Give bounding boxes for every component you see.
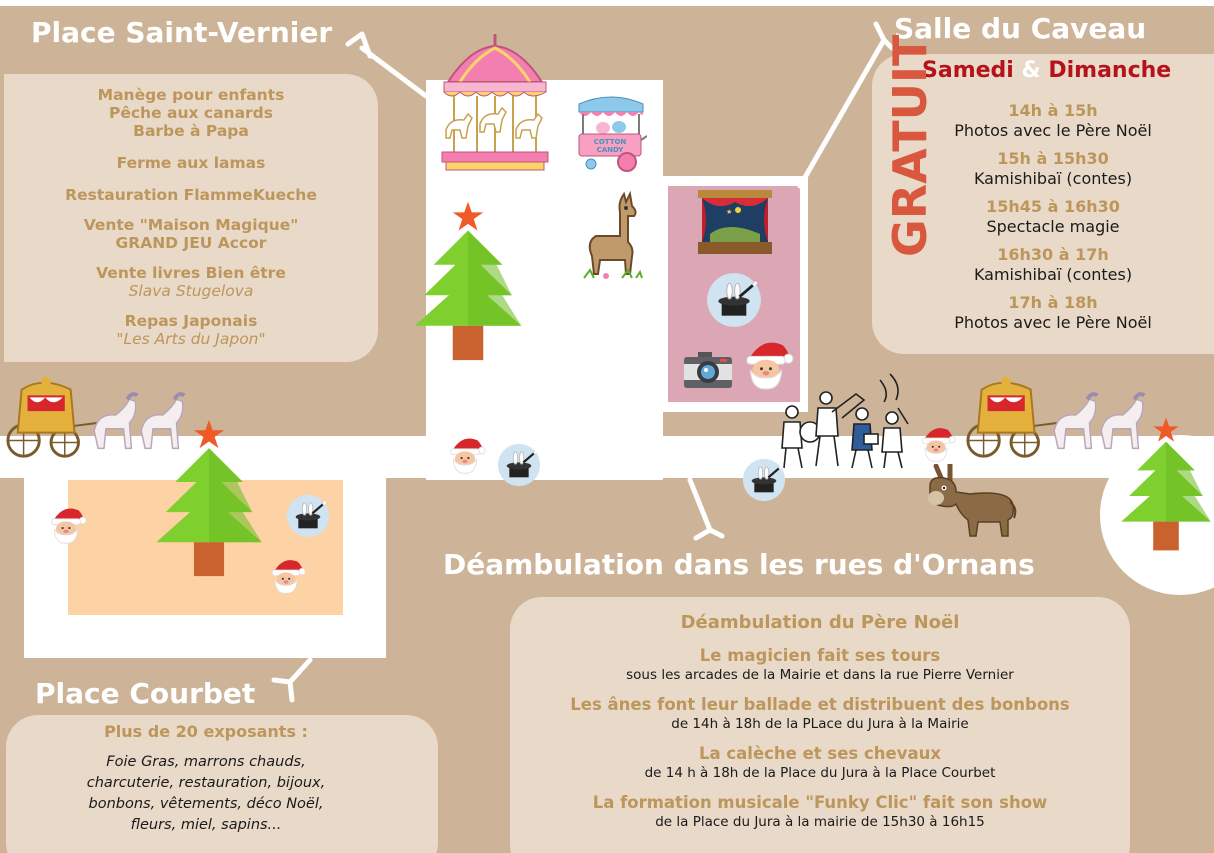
activity-grand-jeu: GRAND JEU Accor — [115, 234, 267, 252]
santa-icon — [266, 552, 306, 596]
deambulation-item-head: Le magicien fait ses tours — [699, 646, 941, 665]
list-item — [510, 645, 1130, 694]
product-line: fleurs, miel, sapins... — [130, 817, 282, 833]
list-item — [4, 186, 378, 204]
place-courbet-title: Place Courbet — [35, 677, 256, 710]
deambulation-item-head: La calèche et ses chevaux — [698, 744, 941, 763]
caveau-days — [922, 58, 1171, 83]
horse-carriage-icon — [964, 370, 1160, 462]
list-item — [510, 694, 1130, 743]
donkey-icon — [926, 464, 1018, 538]
list-item — [4, 216, 378, 252]
schedule-time: 15h à 15h30 — [997, 149, 1109, 168]
activity-livres: Vente livres Bien être — [96, 264, 286, 282]
activity-livres-author: Slava Stugelova — [128, 282, 254, 300]
schedule-event: Photos avec le Père Noël — [954, 121, 1152, 140]
santa-icon — [444, 432, 486, 474]
saint-vernier-list — [4, 86, 378, 348]
list-item — [510, 792, 1130, 841]
product-line: charcuterie, restauration, bijoux, — [86, 775, 326, 791]
cart-label-candy: CANDY — [596, 146, 624, 154]
gratuit-label — [885, 157, 935, 257]
puppet-theater-icon — [698, 190, 772, 254]
day-saturday: Samedi — [922, 58, 1014, 83]
svg-text:★: ★ — [726, 208, 733, 216]
cart-label-cotton: COTTON — [593, 138, 627, 146]
schedule-row — [940, 293, 1166, 341]
magic-hat-icon — [286, 494, 330, 538]
product-line: Foie Gras, marrons chauds, — [106, 754, 306, 770]
magic-hat-icon — [706, 272, 762, 328]
schedule-time: 15h45 à 16h30 — [986, 197, 1120, 216]
list-item — [4, 312, 378, 348]
schedule-time: 17h à 18h — [1008, 293, 1098, 312]
place-saint-vernier-title: Place Saint-Vernier — [31, 16, 333, 49]
christmas-tree-icon — [410, 200, 526, 362]
activity-peche: Pêche aux canards — [109, 104, 273, 122]
schedule-event: Photos avec le Père Noël — [954, 313, 1152, 332]
schedule-row — [940, 245, 1166, 293]
carousel-icon — [440, 34, 550, 174]
activity-flammekueche: Restauration FlammeKueche — [65, 186, 317, 204]
list-item — [4, 154, 378, 172]
list-item — [4, 264, 378, 300]
activity-maison-magique: Vente "Maison Magique" — [83, 216, 299, 234]
schedule-row — [940, 101, 1166, 149]
schedule-event: Kamishibaï (contes) — [973, 265, 1133, 284]
cotton-candy-cart-icon — [575, 90, 647, 174]
day-ampersand: & — [1021, 58, 1041, 83]
deambulation-item-detail: de 14h à 18h de la PLace du Jura à la Mairie — [671, 716, 969, 732]
deambulation-item-detail: de la Place du Jura à la mairie de 15h30 à 16h15 — [655, 814, 985, 830]
schedule-time: 16h30 à 17h — [997, 245, 1109, 264]
deambulation-item-detail: sous les arcades de la Mairie et dans la rue Pierre Vernier — [626, 667, 1014, 683]
schedule-event: Kamishibaï (contes) — [973, 169, 1133, 188]
deambulation-list — [510, 645, 1130, 841]
llama-icon — [582, 190, 644, 282]
activity-repas-japonais: Repas Japonais — [124, 312, 258, 330]
magic-hat-icon — [497, 443, 541, 487]
schedule-row — [940, 197, 1166, 245]
activity-barbe: Barbe à Papa — [133, 122, 249, 140]
camera-icon — [684, 352, 732, 388]
deambulation-item-head: Les ânes font leur ballade et distribuent des bonbons — [570, 695, 1070, 714]
courbet-products — [6, 752, 406, 836]
santa-icon — [916, 420, 956, 464]
schedule-time: 14h à 15h — [1008, 101, 1098, 120]
courbet-heading: Plus de 20 exposants : — [104, 722, 308, 741]
day-sunday: Dimanche — [1048, 58, 1172, 83]
salle-du-caveau-title: Salle du Caveau — [894, 12, 1147, 45]
deambulation-item-head: La formation musicale "Funky Clic" fait son show — [592, 793, 1048, 812]
horse-carriage-icon — [4, 370, 200, 462]
santa-icon — [45, 502, 87, 544]
product-line: bonbons, vêtements, déco Noël, — [88, 796, 324, 812]
deambulation-item-detail: de 14 h à 18h de la Place du Jura à la Place Courbet — [644, 765, 996, 781]
schedule-row — [940, 149, 1166, 197]
activity-lamas: Ferme aux lamas — [116, 154, 266, 172]
activity-manege: Manège pour enfants — [97, 86, 285, 104]
marching-band-icon — [780, 372, 912, 472]
caveau-schedule — [940, 101, 1166, 341]
list-item — [4, 86, 378, 140]
list-item — [510, 743, 1130, 792]
deambulation-heading: Déambulation du Père Noël — [680, 612, 960, 633]
schedule-event: Spectacle magie — [986, 217, 1120, 236]
activity-repas-japonais-vendor: "Les Arts du Japon" — [116, 330, 266, 348]
deambulation-title: Déambulation dans les rues d'Ornans — [443, 548, 1035, 581]
